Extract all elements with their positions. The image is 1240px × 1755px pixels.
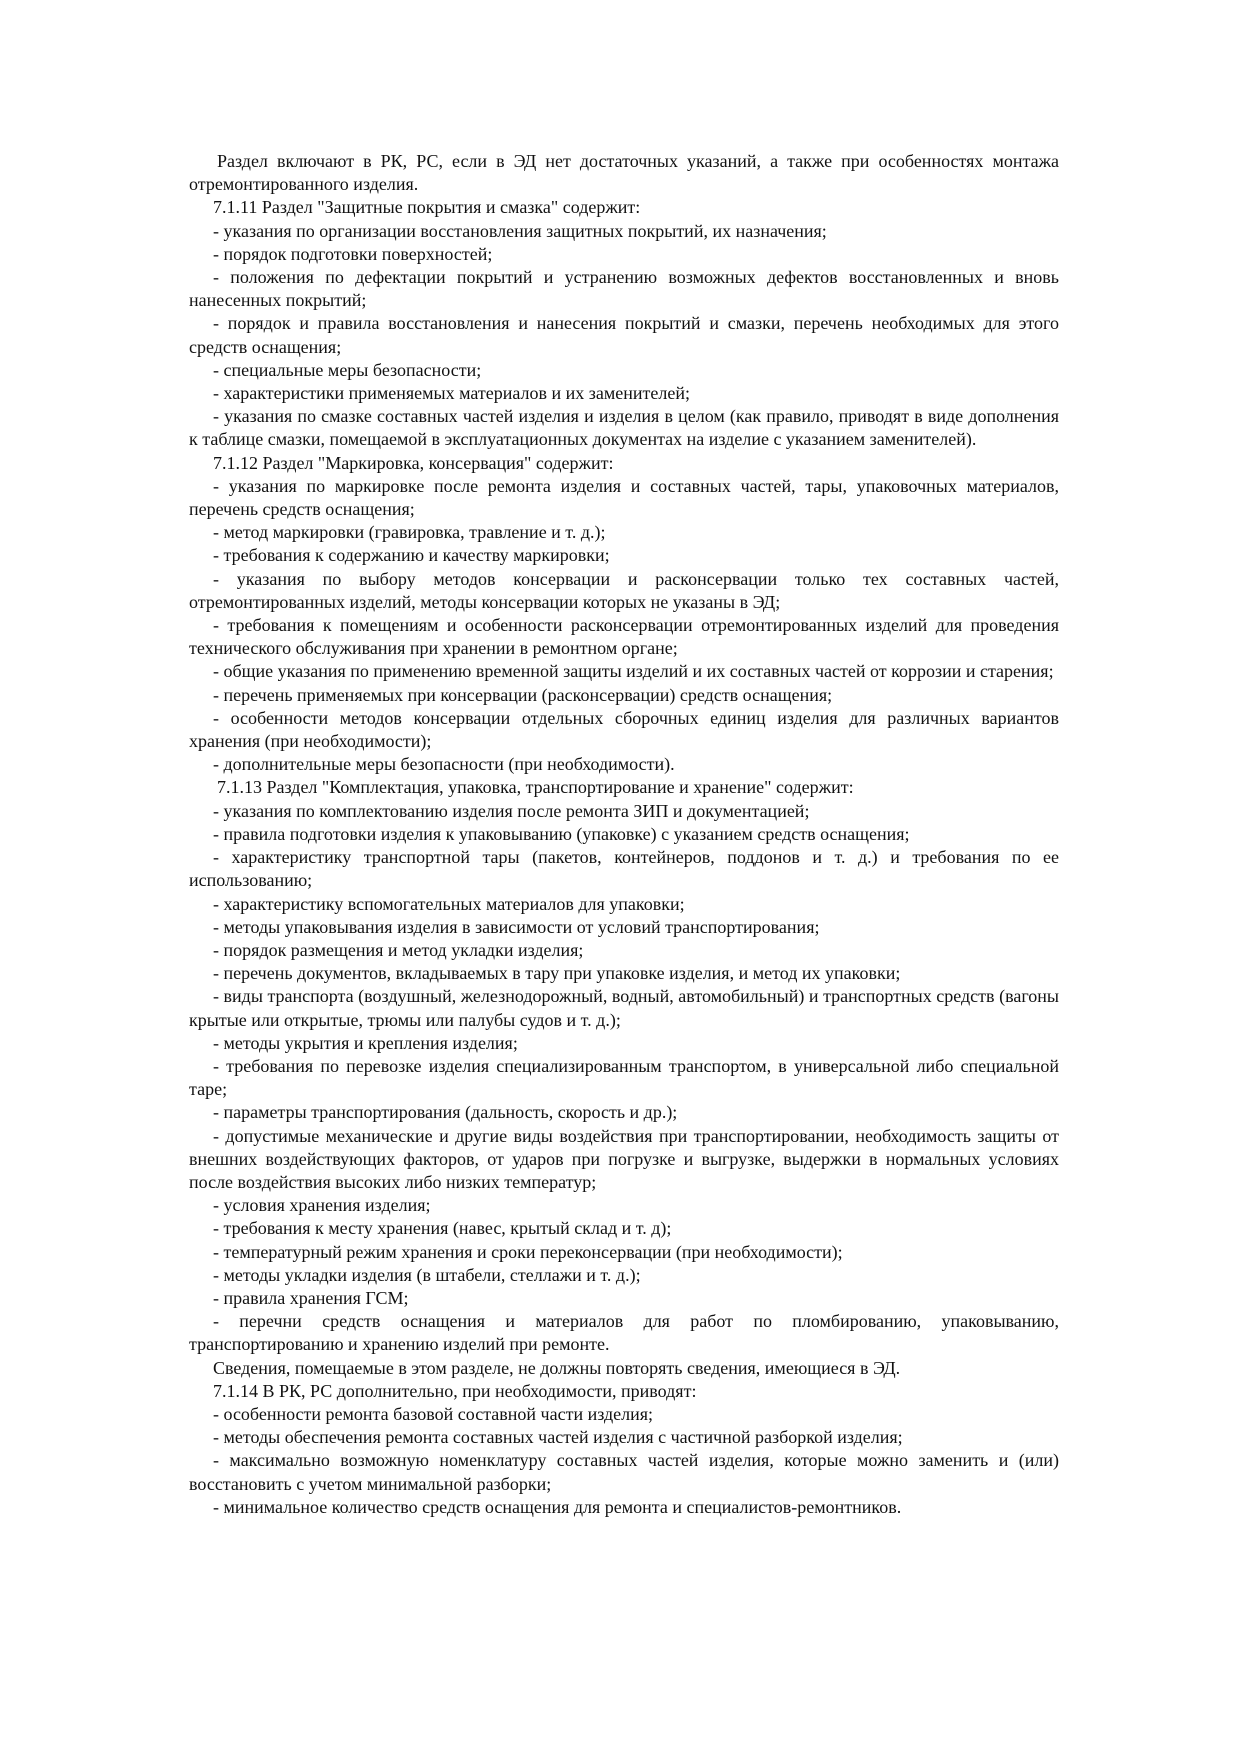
list-item: - характеристику вспомогательных материалов для упаковки;	[213, 893, 685, 914]
paragraph: Раздел включают в РК, РС, если в ЭД нет достаточных указаний, а также при особенностях монтажа отремонтированного изделия.	[189, 151, 1059, 195]
paragraph: Сведения, помещаемые в этом разделе, не должны повторять сведения, имеющиеся в ЭД.	[213, 1357, 901, 1378]
list-item: - максимально возможную номенклатуру составных частей изделия, которые можно заменить и (или) восстановить с учетом минимальной разборки;	[189, 1450, 1059, 1494]
list-item: - методы обеспечения ремонта составных частей изделия с частичной разборкой изделия;	[213, 1427, 903, 1448]
list-item: - параметры транспортирования (дальность, скорость и др.);	[213, 1102, 678, 1123]
list-item: - дополнительные меры безопасности (при необходимости).	[213, 754, 675, 775]
list-item: - особенности ремонта базовой составной части изделия;	[213, 1403, 654, 1424]
list-item: - виды транспорта (воздушный, железнодорожный, водный, автомобильный) и транспортных средств (вагоны крытые или открытые, трюмы или палубы судов и т. д.);	[189, 986, 1059, 1030]
section-heading-7-1-13: 7.1.13 Раздел "Комплектация, упаковка, транспортирование и хранение" содержит:	[217, 777, 854, 798]
list-item: - метод маркировки (гравировка, травление и т. д.);	[213, 522, 606, 543]
list-item: - положения по дефектации покрытий и устранению возможных дефектов восстановленных и вновь нанесенных покрытий;	[189, 267, 1059, 311]
list-item: - перечень применяемых при консервации (расконсервации) средств оснащения;	[213, 684, 833, 705]
list-item: - методы укрытия и крепления изделия;	[213, 1032, 518, 1053]
list-item: - требования по перевозке изделия специализированным транспортом, в универсальной либо специальной таре;	[189, 1055, 1059, 1100]
section-heading-7-1-11: 7.1.11 Раздел "Защитные покрытия и смазка" содержит:	[213, 197, 641, 218]
list-item: - методы укладки изделия (в штабели, стеллажи и т. д.);	[213, 1264, 641, 1285]
section-heading-7-1-14: 7.1.14 В РК, РС дополнительно, при необходимости, приводят:	[213, 1380, 697, 1401]
list-item: - указания по комплектованию изделия после ремонта ЗИП и документацией;	[213, 800, 810, 821]
list-item: - указания по организации восстановления защитных покрытий, их назначения;	[213, 220, 827, 241]
list-item: - условия хранения изделия;	[213, 1195, 431, 1216]
list-item: - специальные меры безопасности;	[213, 359, 482, 380]
list-item: - указания по смазке составных частей изделия и изделия в целом (как правило, приводят в виде дополнения к таблице смазки, помещаемой в эксплуатационных документах на изделие с указанием заменителей).	[189, 406, 1059, 450]
list-item: - характеристики применяемых материалов и их заменителей;	[213, 383, 691, 404]
list-item: - требования к содержанию и качеству маркировки;	[213, 545, 610, 566]
list-item: - перечень документов, вкладываемых в тару при упаковке изделия, и метод их упаковки;	[213, 963, 901, 984]
list-item: - порядок подготовки поверхностей;	[213, 243, 493, 264]
list-item: - указания по маркировке после ремонта изделия и составных частей, тары, упаковочных материалов, перечень средств оснащения;	[189, 475, 1059, 520]
list-item: - требования к месту хранения (навес, крытый склад и т. д);	[213, 1218, 672, 1239]
list-item: - указания по выбору методов консервации и расконсервации только тех составных частей, отремонтированных изделий, методы консервации которых не указаны в ЭД;	[189, 568, 1059, 612]
list-item: - температурный режим хранения и сроки переконсервации (при необходимости);	[213, 1241, 843, 1262]
list-item: - характеристику транспортной тары (пакетов, контейнеров, поддонов и т. д.) и требования по ее использованию;	[189, 847, 1059, 891]
list-item: - порядок и правила восстановления и нанесения покрытий и смазки, перечень необходимых для этого средств оснащения;	[189, 313, 1059, 357]
list-item: - требования к помещениям и особенности расконсервации отремонтированных изделий для проведения технического обслуживания при хранении в ремонтном органе;	[189, 615, 1059, 659]
list-item: - правила подготовки изделия к упаковыванию (упаковке) с указанием средств оснащения;	[213, 823, 910, 844]
section-heading-7-1-12: 7.1.12 Раздел "Маркировка, консервация" содержит:	[213, 452, 614, 473]
list-item: - особенности методов консервации отдельных сборочных единиц изделия для различных вариантов хранения (при необходимости);	[189, 707, 1059, 752]
list-item: - порядок размещения и метод укладки изделия;	[213, 939, 584, 960]
list-item: - минимальное количество средств оснащения для ремонта и специалистов-ремонтников.	[213, 1496, 902, 1517]
document-page	[189, 150, 1059, 1519]
list-item: - методы упаковывания изделия в зависимости от условий транспортирования;	[213, 916, 820, 937]
list-item: - правила хранения ГСМ;	[213, 1287, 409, 1308]
list-item: - перечни средств оснащения и материалов для работ по пломбированию, упаковыванию, транспортированию и хранению изделий при ремонте.	[189, 1311, 1059, 1355]
list-item: - допустимые механические и другие виды воздействия при транспортировании, необходимость защиты от внешних воздействующих факторов, от ударов при погрузке и выгрузке, выдержки в нормальных условиях после воздействия высоких либо низких температур;	[189, 1125, 1059, 1192]
list-item: - общие указания по применению временной защиты изделий и их составных частей от коррозии и старения;	[213, 661, 1054, 682]
